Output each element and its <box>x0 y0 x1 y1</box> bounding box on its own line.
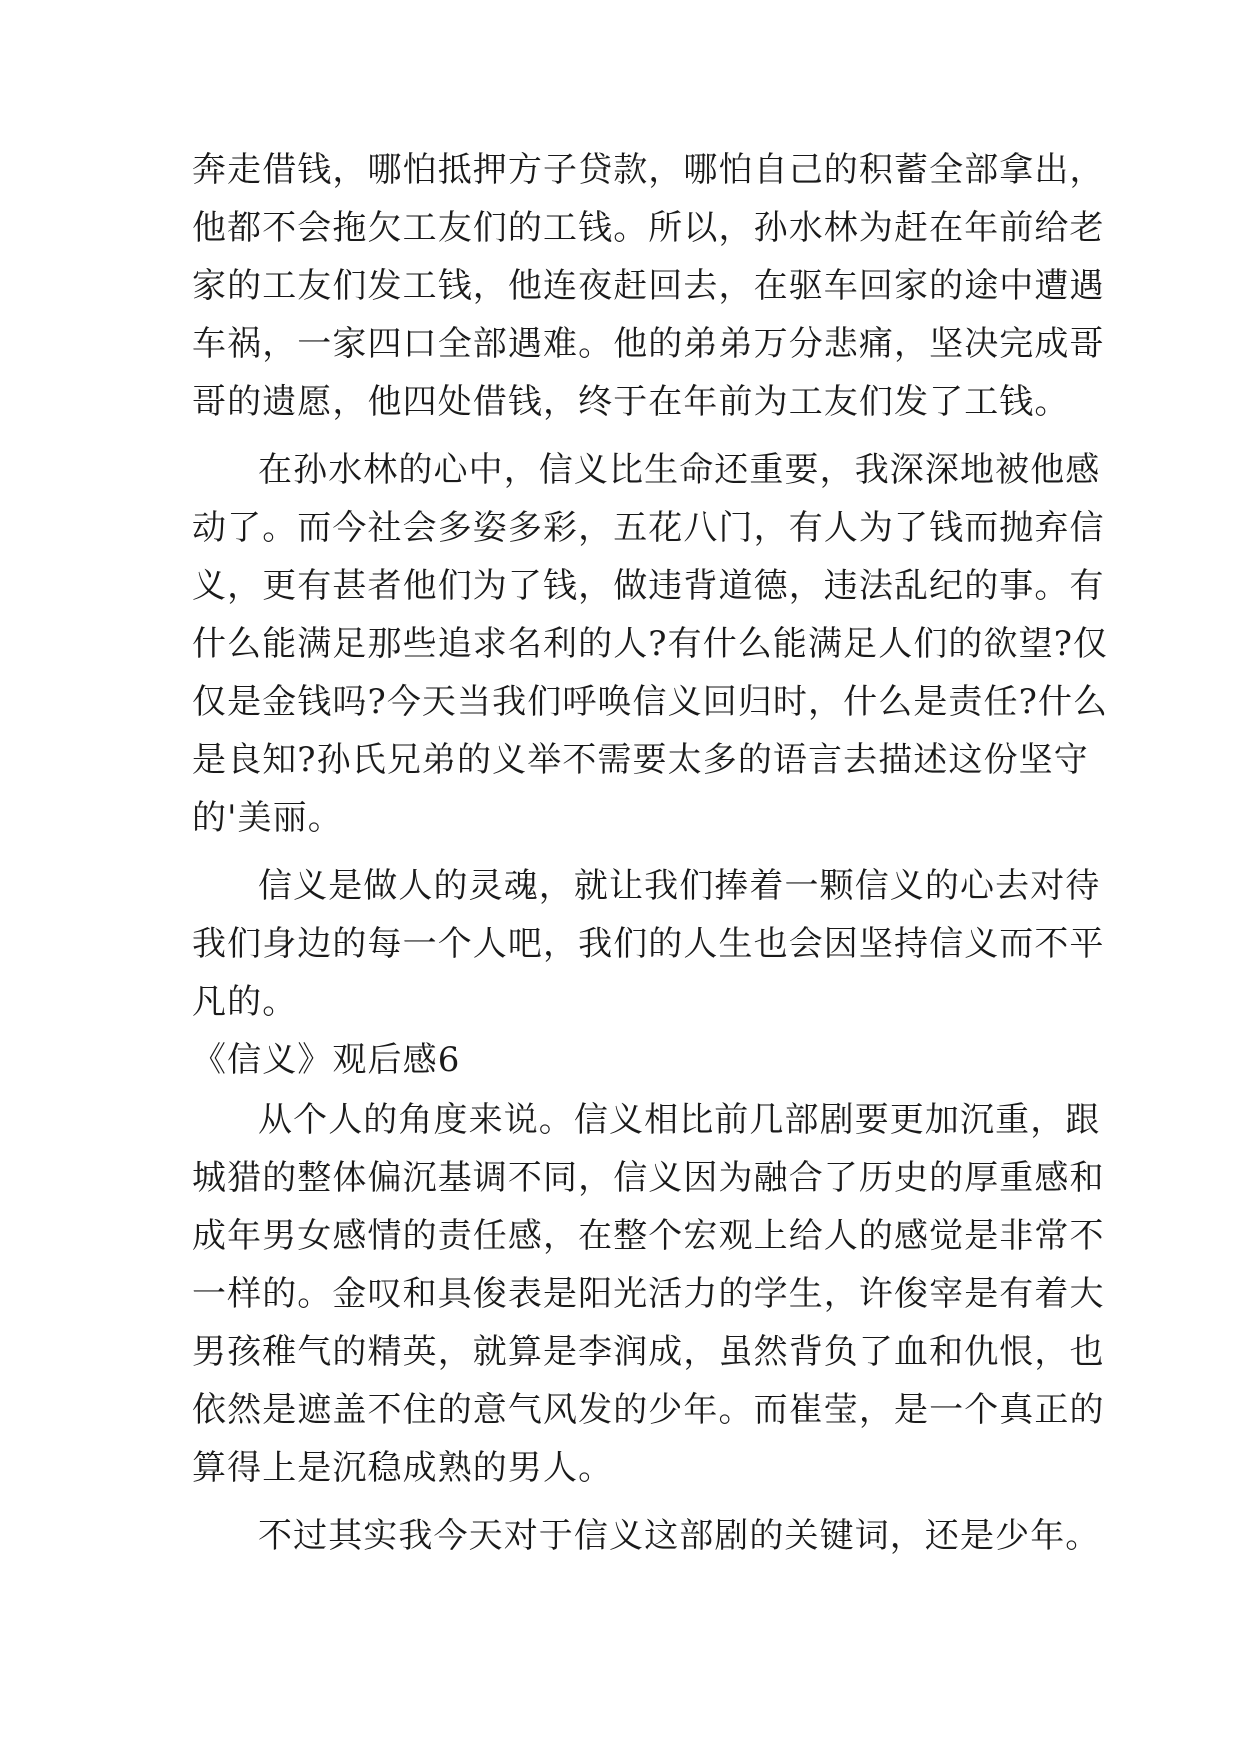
text-line: 哥的遗愿，他四处借钱，终于在年前为工友们发了工钱。 <box>192 382 1070 422</box>
paragraph-start: 从个人的角度来说。信义相比前几部剧要更加沉重，跟 <box>258 1100 1101 1140</box>
paragraph-start: 不过其实我今天对于信义这部剧的关键词，还是少年。 <box>258 1516 1101 1556</box>
text-line: 算得上是沉稳成熟的男人。 <box>192 1448 614 1488</box>
text-line: 凡的。 <box>192 982 298 1022</box>
text-line: 动了。而今社会多姿多彩，五花八门，有人为了钱而抛弃信 <box>192 508 1105 548</box>
text-line: 什么能满足那些追求名利的人?有什么能满足人们的欲望?仅 <box>192 624 1109 664</box>
text-line: 奔走借钱，哪怕抵押方子贷款，哪怕自己的积蓄全部拿出， <box>192 150 1105 190</box>
paragraph-start: 在孙水林的心中，信义比生命还重要，我深深地被他感 <box>258 450 1101 490</box>
section-heading: 《信义》观后感6 <box>192 1040 461 1080</box>
text-line: 我们身边的每一个人吧，我们的人生也会因坚持信义而不平 <box>192 924 1105 964</box>
text-line: 义，更有甚者他们为了钱，做违背道德，违法乱纪的事。有 <box>192 566 1105 606</box>
text-line: 车祸，一家四口全部遇难。他的弟弟万分悲痛，坚决完成哥 <box>192 324 1105 364</box>
paragraph-start: 信义是做人的灵魂，就让我们捧着一颗信义的心去对待 <box>258 866 1101 906</box>
text-line: 的'美丽。 <box>192 798 343 838</box>
text-line: 依然是遮盖不住的意气风发的少年。而崔莹，是一个真正的 <box>192 1390 1105 1430</box>
text-line: 成年男女感情的责任感，在整个宏观上给人的感觉是非常不 <box>192 1216 1105 1256</box>
text-line: 城猎的整体偏沉基调不同，信义因为融合了历史的厚重感和 <box>192 1158 1105 1198</box>
text-line: 一样的。金叹和具俊表是阳光活力的学生，许俊宰是有着大 <box>192 1274 1105 1314</box>
text-line: 是良知?孙氏兄弟的义举不需要太多的语言去描述这份坚守 <box>192 740 1089 780</box>
text-line: 仅是金钱吗?今天当我们呼唤信义回归时，什么是责任?什么 <box>192 682 1109 722</box>
text-line: 他都不会拖欠工友们的工钱。所以，孙水林为赶在年前给老 <box>192 208 1105 248</box>
text-line: 男孩稚气的精英，就算是李润成，虽然背负了血和仇恨，也 <box>192 1332 1105 1372</box>
text-line: 家的工友们发工钱，他连夜赶回去，在驱车回家的途中遭遇 <box>192 266 1105 306</box>
